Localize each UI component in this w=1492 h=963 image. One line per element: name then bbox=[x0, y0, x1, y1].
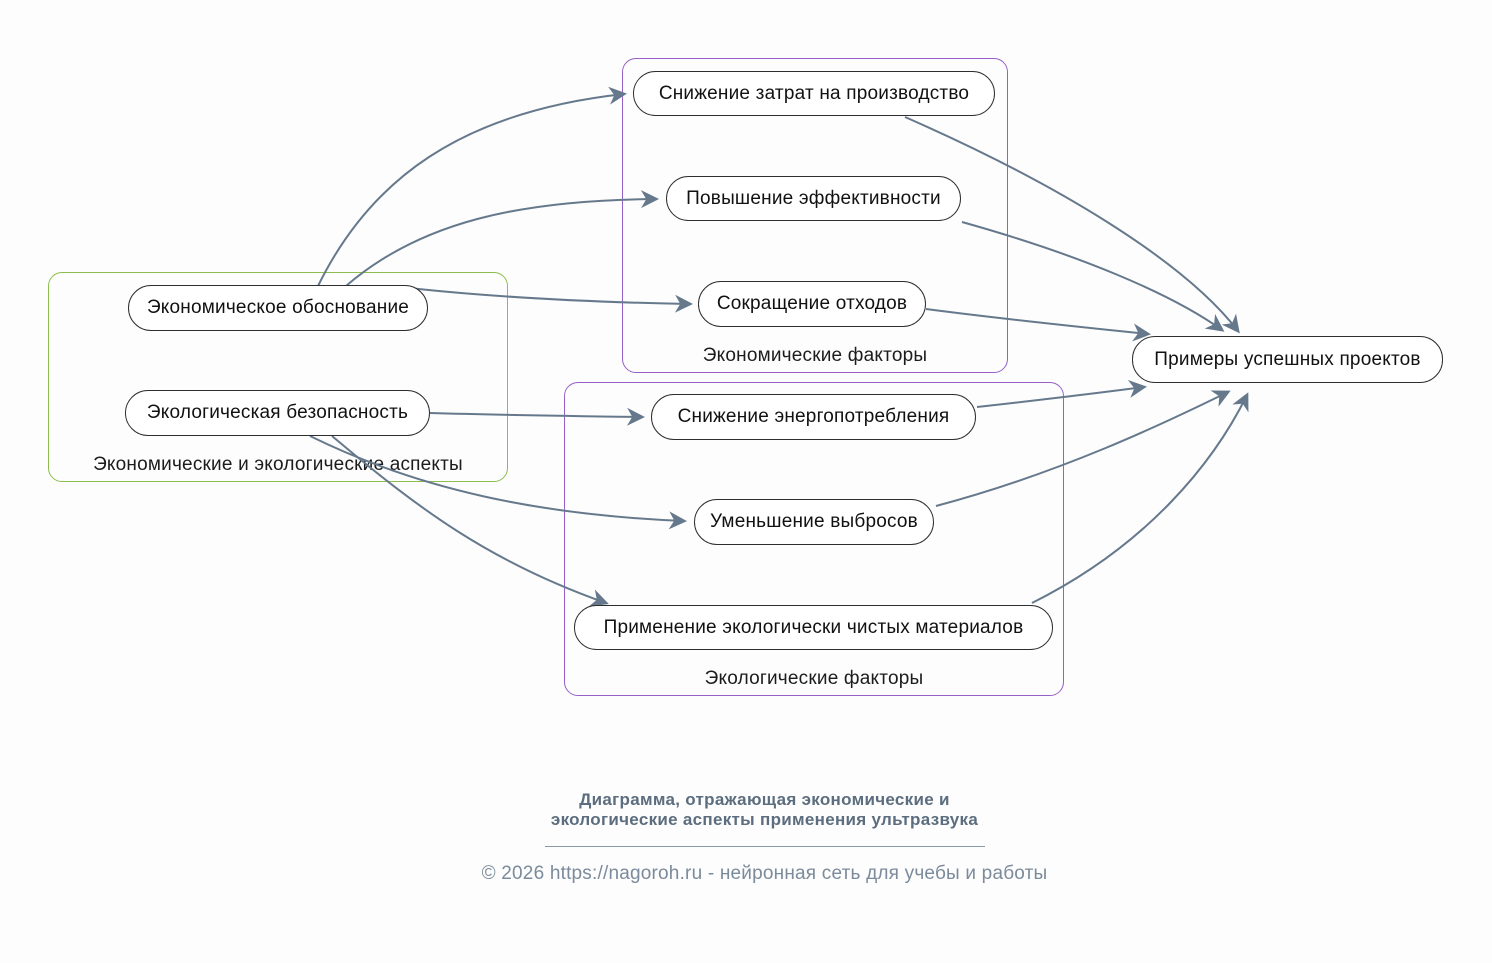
node-production-cost-reduction: Снижение затрат на производство bbox=[633, 71, 995, 116]
edge-justification-cost bbox=[318, 94, 624, 286]
group-label-ecological-factors: Экологические факторы bbox=[704, 668, 924, 689]
caption-line-1: Диаграмма, отражающая экономические и bbox=[579, 790, 950, 809]
edge-materials-examples bbox=[1032, 395, 1247, 603]
node-efficiency-increase: Повышение эффективности bbox=[666, 176, 961, 221]
edge-cost-examples bbox=[905, 117, 1238, 331]
node-successful-projects-examples: Примеры успешных проектов bbox=[1132, 336, 1443, 383]
edge-waste-examples bbox=[926, 309, 1148, 334]
copyright-text: © 2026 https://nagoroh.ru - нейронная сеть для учебы и работы bbox=[481, 863, 1048, 884]
edge-safety-emissions bbox=[310, 436, 684, 521]
group-label-aspects: Экономические и экологические аспекты bbox=[93, 454, 463, 475]
node-emissions-reduction: Уменьшение выбросов bbox=[694, 499, 934, 545]
node-ecological-safety: Экологическая безопасность bbox=[125, 390, 430, 436]
caption-line-2: экологические аспекты применения ультразвука bbox=[550, 810, 979, 829]
node-eco-friendly-materials: Применение экологически чистых материалов bbox=[574, 605, 1053, 650]
node-economic-justification: Экономическое обоснование bbox=[128, 285, 428, 331]
node-energy-consumption-reduction: Снижение энергопотребления bbox=[651, 394, 976, 440]
edge-justification-waste bbox=[400, 287, 690, 304]
edge-safety-materials bbox=[332, 436, 606, 603]
edge-justification-efficiency bbox=[346, 199, 656, 286]
node-waste-reduction: Сокращение отходов bbox=[698, 281, 926, 327]
edge-energy-examples bbox=[977, 387, 1144, 407]
edge-safety-energy bbox=[430, 413, 642, 417]
group-label-economic-factors: Экономические факторы bbox=[702, 345, 928, 366]
